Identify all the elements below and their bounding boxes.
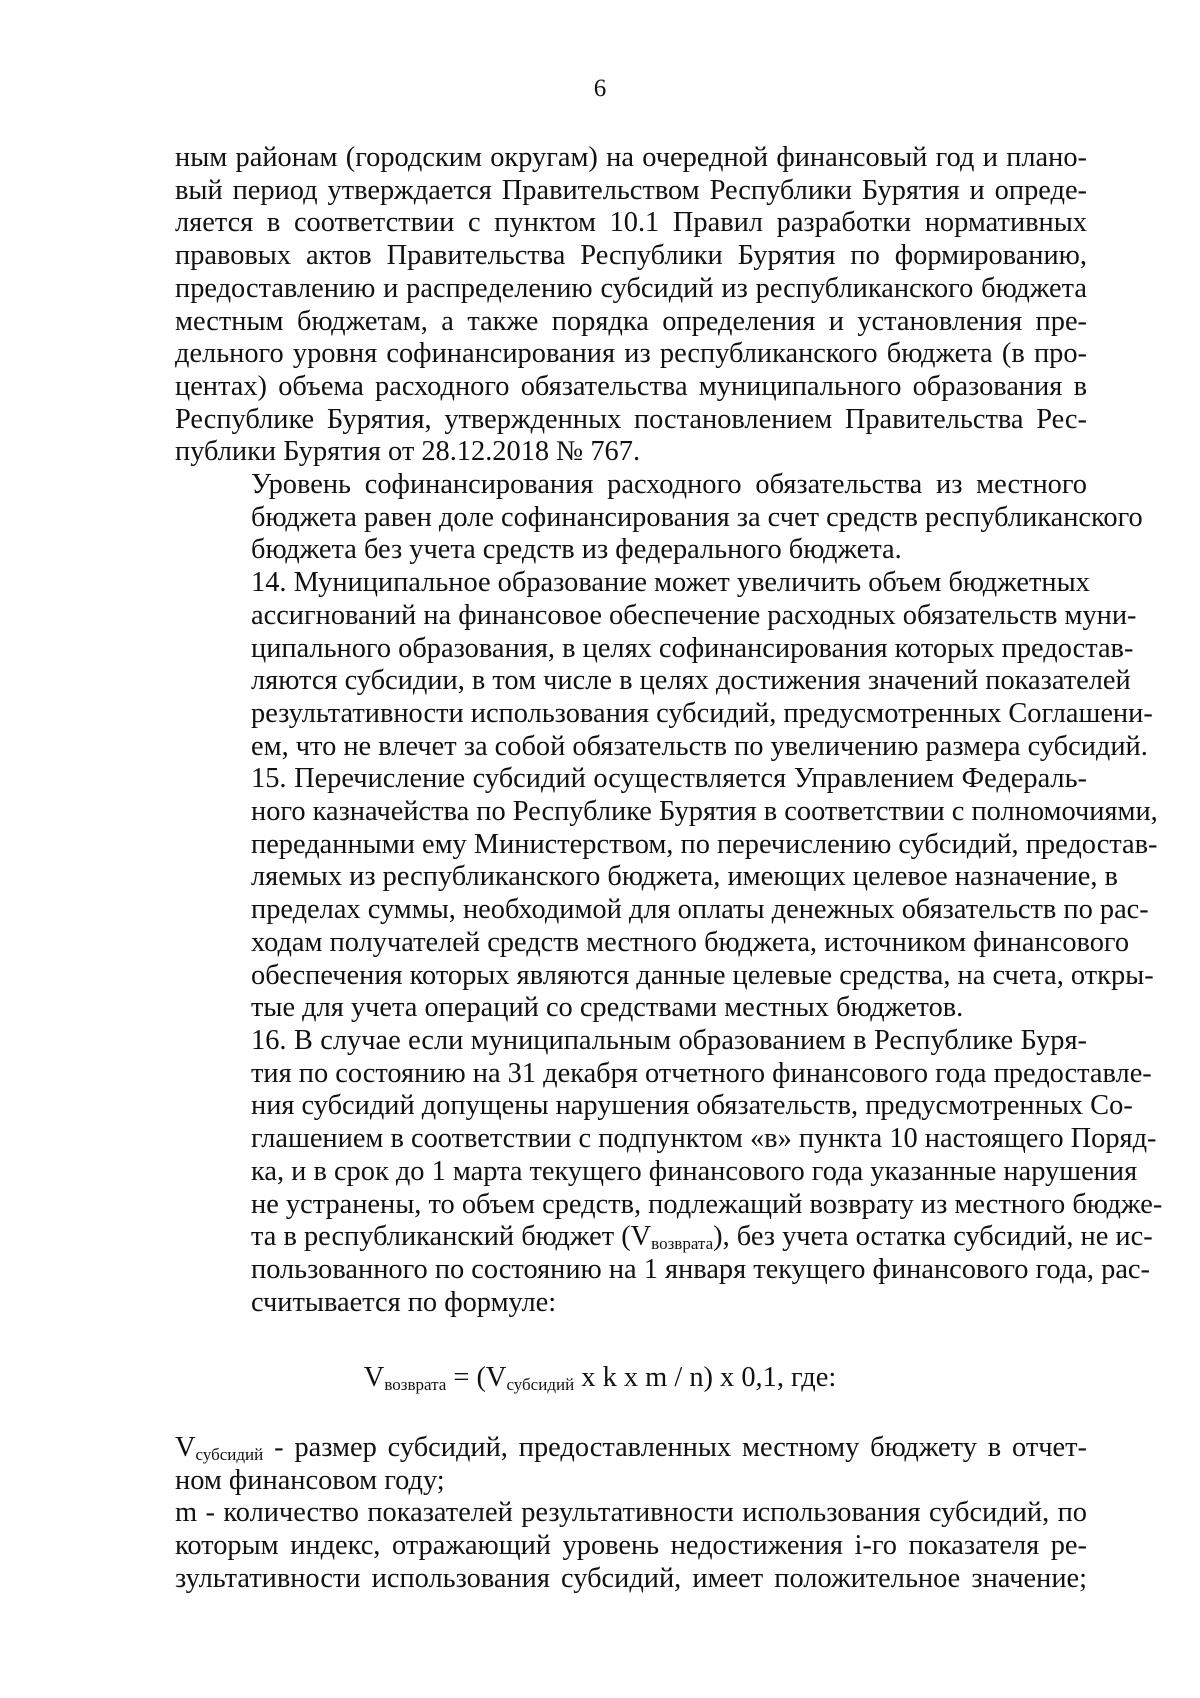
formula-subscript: субсидий [506,1375,575,1394]
text-line: ходам получателей средств местного бюджета, источником финансового [251,926,1130,958]
text-line: m - количество показателей результативности использования субсидий, по [175,1497,1087,1529]
paragraph-15 [175,763,1158,1025]
text-line-with-subscript [175,1221,1153,1254]
text-line: глашением в соответствии с подпунктом «в» пункта 10 настоящего Поряд- [251,1123,1157,1155]
text-line: Республике Бурятия, утвержденных постановлением Правительства Рес- [175,403,1087,435]
subscript: субсидий [195,1445,264,1464]
paragraph-continuation [175,142,1087,469]
paragraph-14 [175,567,1153,763]
page-number: 6 [593,75,607,102]
text-line: бюджета равен доле софинансирования за счет средств республиканского [251,501,1143,533]
text-line: Уровень софинансирования расходного обязательства из местного [251,469,1087,501]
text-line: 16. В случае если муниципальным образованием в Республике Буря- [251,1024,1087,1056]
text-line: ния субсидий допущены нарушения обязательств, предусмотренных Со- [251,1090,1133,1122]
text-line: пользованного по состоянию на 1 января текущего финансового года, рас- [251,1253,1150,1285]
text-line: считывается по формуле: [251,1286,557,1318]
text-line: дельного уровня софинансирования из республиканского бюджета (в про- [175,338,1087,370]
text-line-with-subscript [175,1432,1087,1465]
text-line: которым индекс, отражающий уровень недостижения i-го показателя ре- [175,1530,1087,1562]
text-line: переданными ему Министерством, по перечислению субсидий, предостав- [251,828,1158,860]
formula-variable: V [363,1362,385,1393]
text-line: ного казначейства по Республике Бурятия в соответствии с полномочиями, [251,796,1158,828]
text-line: тые для учета операций со средствами местных бюджетов. [251,992,964,1024]
text-line: бюджета без учета средств из федерального бюджета. [251,534,902,566]
text-line: вый период утверждается Правительством Республики Бурятия и опреде- [175,174,1087,206]
text-line: не устранены, то объем средств, подлежащий возврату из местного бюдже- [251,1188,1163,1220]
formula-subscript: возврата [384,1375,447,1394]
text-line: 14. Муниципальное образование может увеличить объем бюджетных [251,567,1090,599]
text-line: правовых актов Правительства Республики Бурятия по формированию, [175,240,1087,272]
text-line: местным бюджетам, а также порядка определения и установления пре- [175,305,1087,337]
text-line: ляемых из республиканского бюджета, имеющих целевое назначение, в [251,861,1118,893]
text-line: центах) объема расходного обязательства муниципального образования в [175,370,1087,402]
formula-text: = (V [446,1362,507,1393]
text-line: тия по состоянию на 31 декабря отчетного финансового года предоставле- [251,1057,1152,1089]
text-line: пределах суммы, необходимой для оплаты денежных обязательств по рас- [251,894,1149,926]
text-line: ципального образования, в целях софинансирования которых предостав- [251,632,1134,664]
text-line: ляются субсидии, в том числе в целях достижения значений показателей [251,665,1131,697]
text-fragment: - размер субсидий, предоставленных местному бюджету в отчет- [263,1432,1087,1463]
text-line: ассигнований на финансовое обеспечение расходных обязательств муни- [251,599,1137,631]
text-line: ем, что не влечет за собой обязательств по увеличению размера субсидий. [251,730,1148,762]
text-line: зультативности использования субсидий, имеет положительное значение; [175,1562,1087,1594]
text-fragment: та в республиканский бюджет (V [251,1221,652,1253]
text-line: ка, и в срок до 1 марта текущего финансового года указанные нарушения [251,1155,1138,1187]
subscript: возврата [651,1234,714,1254]
text-line: 15. Перечисление субсидий осуществляется Управлением Федераль- [251,763,1087,795]
text-line: ным районам (городским округам) на очередной финансовый год и плано- [175,142,1087,173]
body-text [175,142,1163,1319]
text-line: предоставлению и распределению субсидий из республиканского бюджета [175,272,1087,304]
formula-definitions [175,1432,1087,1596]
text-line: публики Бурятия от 28.12.2018 № 767. [175,436,641,468]
text-line: ляется в соответствии с пунктом 10.1 Правил разработки нормативных [175,207,1087,239]
definition-v-subsidies [175,1432,1087,1497]
formula-text: x k x m / n) x 0,1, где: [574,1362,837,1393]
return-formula [0,1361,1200,1395]
definition-m [175,1497,1087,1595]
paragraph-16 [175,1024,1163,1319]
text-line: обеспечения которых являются данные целевые средства, на счета, откры- [251,959,1154,991]
text-line: результативности использования субсидий, предусмотренных Соглашени- [251,697,1153,729]
text-line: ном финансовом году; [175,1464,445,1496]
paragraph-cofinancing-level [175,469,1143,567]
formula-variable: V [175,1432,196,1463]
text-fragment: ), без учета остатка субсидий, не ис- [713,1221,1153,1253]
